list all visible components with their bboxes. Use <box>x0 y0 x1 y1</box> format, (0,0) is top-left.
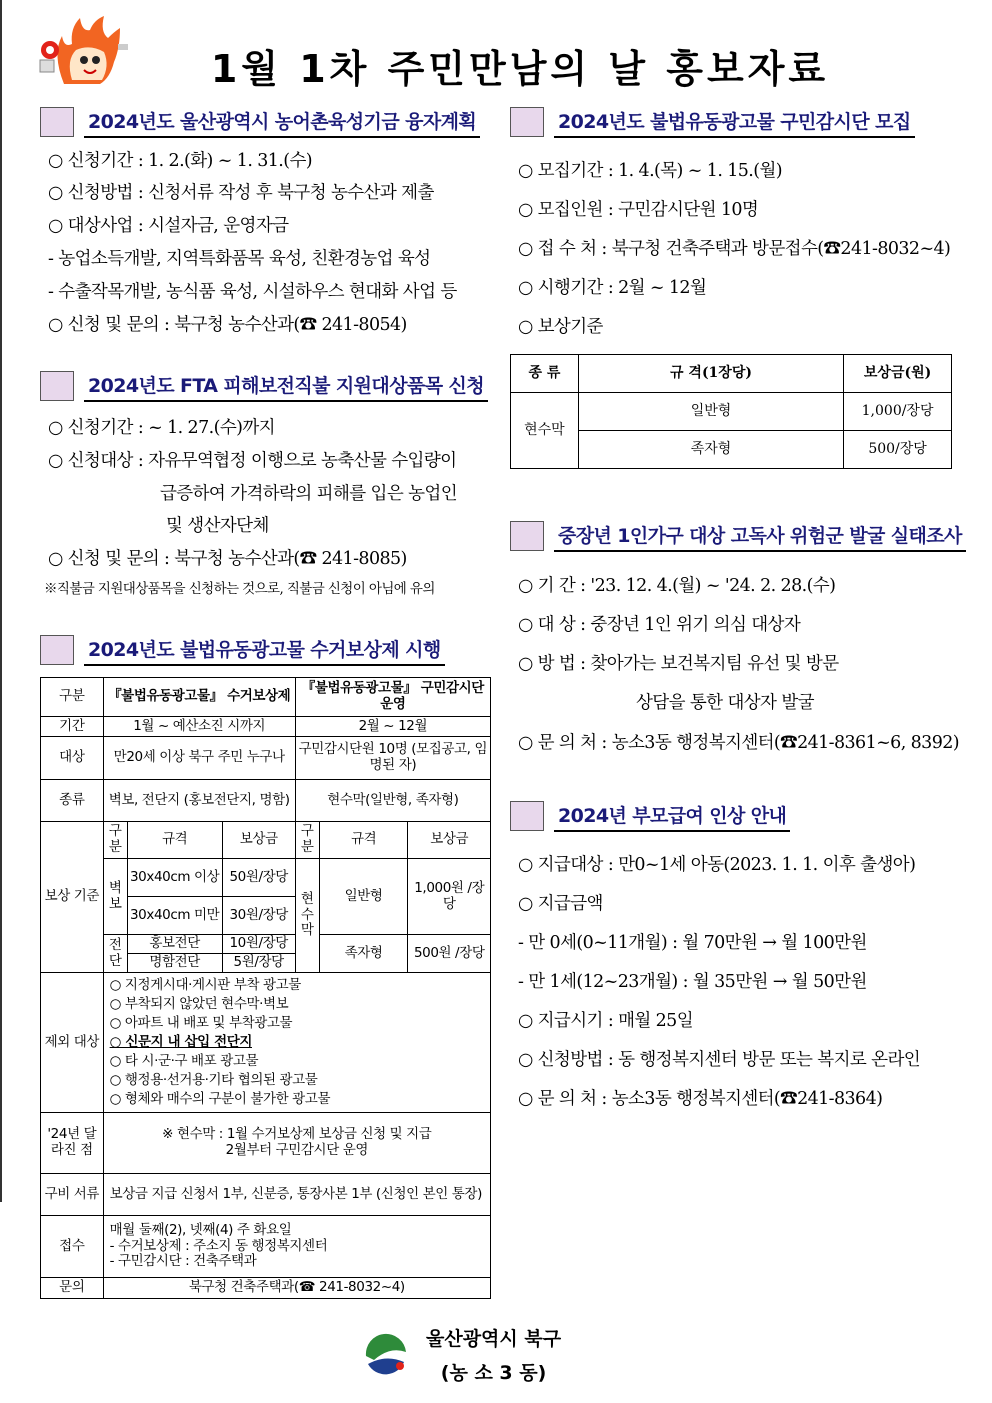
table-row <box>41 737 491 780</box>
table-row <box>41 717 491 737</box>
table-cell: 현수막 <box>295 859 319 973</box>
text-line: ○ 보상기준 <box>518 317 603 337</box>
section-title: 2024년도 FTA 피해보전직불 지원대상품목 신청 <box>84 371 488 402</box>
text-line: - 농업소득개발, 지역특화품목 육성, 친환경농업 육성 <box>48 249 431 269</box>
table-cell: 30원/장당 <box>222 897 295 935</box>
table-cell: 50원/장당 <box>222 859 295 897</box>
text-line: ○ 신청방법 : 동 행정복지센터 방문 또는 복지로 온라인 <box>518 1050 921 1070</box>
table-cell: 홍보전단 <box>127 935 222 954</box>
list-item: ○ 형체와 매수의 구분이 불가한 광고물 <box>109 1091 331 1107</box>
heading-marker <box>40 635 74 665</box>
text-line: ○ 신청 및 문의 : 북구청 농수산과(☎ 241-8085) <box>48 549 407 569</box>
section-heading-lonely-death-survey <box>510 520 966 552</box>
table-cell: 1,000/장당 <box>844 393 952 431</box>
change-line: ※ 현수막 : 1월 수거보상제 보상금 신청 및 지급 <box>162 1126 432 1143</box>
table-row <box>511 355 952 393</box>
table-cell: 현수막 <box>511 393 579 469</box>
text-line: ○ 문 의 처 : 농소3동 행정복지센터(☎241-8364) <box>518 1089 883 1109</box>
table-row <box>41 859 491 897</box>
table-cell: 규격 <box>319 822 408 859</box>
table-row <box>41 1278 491 1299</box>
text-line: ○ 모집인원 : 구민감시단원 10명 <box>518 200 759 220</box>
table-cell: 일반형 <box>578 393 843 431</box>
reward-standard-table <box>510 354 952 469</box>
receipt-line: - 수거보상제 : 주소지 동 행정복지센터 <box>109 1237 328 1254</box>
list-item: ○ 지정게시대·게시판 부착 광고물 <box>109 977 301 993</box>
table-cell: 전단 <box>103 935 127 973</box>
table-cell: 기간 <box>41 717 104 737</box>
list-item: ○ 아파트 내 배포 및 부착광고물 <box>109 1015 293 1031</box>
table-cell: 구분 <box>41 678 104 717</box>
footer-text <box>426 1322 561 1390</box>
collection-reward-table <box>40 677 491 1299</box>
text-line: ○ 지급대상 : 만0~1세 아동(2023. 1. 1. 이후 출생아) <box>518 855 916 875</box>
table-header: 『불법유동광고물』 수거보상제 <box>103 678 295 717</box>
table-cell: 30x40cm 미만 <box>127 897 222 935</box>
table-row <box>41 678 491 717</box>
table-cell <box>103 1216 490 1278</box>
table-cell: 구분 <box>295 822 319 859</box>
table-row <box>41 1113 491 1174</box>
table-cell: 구비 서류 <box>41 1174 104 1216</box>
text-line: 및 생산자단체 <box>166 516 269 536</box>
section-heading-collection-reward <box>40 634 445 666</box>
section-title: 중장년 1인가구 대상 고독사 위험군 발굴 실태조사 <box>554 521 966 552</box>
table-cell: 북구청 건축주택과(☎ 241-8032~4) <box>103 1278 490 1299</box>
section-title: 2024년도 울산광역시 농어촌육성기금 융자계획 <box>84 107 480 138</box>
text-line: ○ 신청방법 : 신청서류 작성 후 북구청 농수산과 제출 <box>48 183 434 203</box>
footer-dept: (농 소 3 동) <box>440 1362 547 1384</box>
heading-marker <box>510 521 544 551</box>
table-cell: 구민감시단원 10명 (모집공고, 임명된 자) <box>295 737 490 780</box>
table-cell: 보상금 지급 신청서 1부, 신분증, 통장사본 1부 (신청인 본인 통장) <box>103 1174 490 1216</box>
table-cell: 대상 <box>41 737 104 780</box>
table-cell: 규격 <box>127 822 222 859</box>
text-line: 상담을 통한 대상자 발굴 <box>636 693 814 713</box>
table-header: 종 류 <box>511 355 579 393</box>
table-cell: 2월 ~ 12월 <box>295 717 490 737</box>
section-title: 2024년 부모급여 인상 안내 <box>554 801 790 832</box>
text-line: - 만 1세(12~23개월) : 월 35만원 → 월 50만원 <box>518 972 867 992</box>
table-cell: 제외 대상 <box>41 973 104 1113</box>
table-header: 보상금(원) <box>844 355 952 393</box>
text-line: 급증하여 가격하락의 피해를 입은 농업인 <box>160 484 458 504</box>
table-cell: 족자형 <box>319 935 408 973</box>
bukgu-logo-icon <box>360 1330 412 1382</box>
section-heading-monitoring-team <box>510 106 915 138</box>
column-divider <box>0 0 2 1202</box>
heading-marker <box>510 801 544 831</box>
table-cell: '24년 달라진 점 <box>41 1113 104 1174</box>
table-header: 규 격(1장당) <box>578 355 843 393</box>
table-cell: 500/장당 <box>844 431 952 469</box>
table-cell: 보상 기준 <box>41 822 104 973</box>
text-line: ○ 대상사업 : 시설자금, 운영자금 <box>48 216 289 236</box>
exclusion-list <box>103 973 490 1113</box>
list-item: ○ 신문지 내 삽입 전단지 <box>109 1034 252 1050</box>
footer-org: 울산광역시 북구 <box>426 1328 562 1350</box>
text-line: ○ 신청대상 : 자유무역협정 이행으로 농축산물 수입량이 <box>48 451 457 471</box>
table-cell: 500원 /장당 <box>408 935 491 973</box>
table-cell: 종류 <box>41 780 104 822</box>
table-cell: 10원/장당 <box>222 935 295 954</box>
table-row <box>41 935 491 954</box>
text-line: - 수출작목개발, 농식품 육성, 시설하우스 현대화 사업 등 <box>48 282 457 302</box>
receipt-line: 매월 둘째(2), 넷째(4) 주 화요일 <box>109 1222 292 1239</box>
section-heading-parent-benefit <box>510 800 790 832</box>
text-line: ○ 시행기간 : 2월 ~ 12월 <box>518 278 707 298</box>
table-cell: 문의 <box>41 1278 104 1299</box>
text-line: ○ 지급시기 : 매월 25일 <box>518 1011 694 1031</box>
text-line: ○ 신청 및 문의 : 북구청 농수산과(☎ 241-8054) <box>48 315 407 335</box>
section-heading-fund-loan <box>40 106 480 138</box>
table-cell: 벽보 <box>103 859 127 935</box>
text-line: ○ 문 의 처 : 농소3동 행정복지센터(☎241-8361~6, 8392) <box>518 733 960 753</box>
text-line: ○ 신청기간 : ~ 1. 27.(수)까지 <box>48 418 275 438</box>
heading-marker <box>40 371 74 401</box>
list-item: ○ 행정용·선거용·기타 협의된 광고물 <box>109 1072 318 1088</box>
text-line: ○ 기 간 : '23. 12. 4.(월) ~ '24. 2. 28.(수) <box>518 576 836 596</box>
text-line: ○ 방 법 : 찾아가는 보건복지팀 유선 및 방문 <box>518 654 839 674</box>
change-line: 2월부터 구민감시단 운영 <box>225 1142 369 1158</box>
table-row <box>511 393 952 431</box>
table-cell: 벽보, 전단지 (홍보전단지, 명함) <box>103 780 295 822</box>
heading-marker <box>510 107 544 137</box>
text-line: - 만 0세(0~11개월) : 월 70만원 → 월 100만원 <box>518 933 867 953</box>
list-item: ○ 타 시·군·구 배포 광고물 <box>109 1053 259 1069</box>
table-row <box>41 780 491 822</box>
page-title: 1월 1차 주민만남의 날 홍보자료 <box>210 47 830 91</box>
heading-marker <box>40 107 74 137</box>
list-item: ○ 부착되지 않았던 현수막·벽보 <box>109 996 289 1012</box>
text-line: ○ 모집기간 : 1. 4.(목) ~ 1. 15.(월) <box>518 161 783 181</box>
section-title: 2024년도 불법유동광고물 수거보상제 시행 <box>84 635 445 666</box>
table-cell: 일반형 <box>319 859 408 935</box>
table-cell: 보상금 <box>222 822 295 859</box>
table-cell: 명함전단 <box>127 954 222 973</box>
table-cell: 30x40cm 이상 <box>127 859 222 897</box>
table-row <box>41 973 491 1113</box>
text-line: ○ 대 상 : 중장년 1인 위기 의심 대상자 <box>518 615 801 635</box>
table-cell: 만20세 이상 북구 주민 누구나 <box>103 737 295 780</box>
table-cell: 족자형 <box>578 431 843 469</box>
footer <box>360 1322 561 1390</box>
table-cell <box>103 1113 490 1174</box>
table-cell: 보상금 <box>408 822 491 859</box>
table-cell: 5원/장당 <box>222 954 295 973</box>
note-text: ※직불금 지원대상품목을 신청하는 것으로, 직불금 신청이 아님에 유의 <box>44 581 435 597</box>
text-line: ○ 지급금액 <box>518 894 603 914</box>
text-line: ○ 접 수 처 : 북구청 건축주택과 방문접수(☎241-8032~4) <box>518 239 951 259</box>
receipt-line: - 구민감시단 : 건축주택과 <box>109 1253 257 1270</box>
section-heading-fta <box>40 370 488 402</box>
table-cell: 1월 ~ 예산소진 시까지 <box>103 717 295 737</box>
table-cell: 현수막(일반형, 족자형) <box>295 780 490 822</box>
table-row <box>41 1216 491 1278</box>
table-cell: 구분 <box>103 822 127 859</box>
table-cell: 1,000원 /장당 <box>408 859 491 935</box>
table-cell: 접수 <box>41 1216 104 1278</box>
table-row <box>41 822 491 859</box>
table-header: 『불법유동광고물』 구민감시단 운영 <box>295 678 490 717</box>
table-row <box>41 1174 491 1216</box>
text-line: ○ 신청기간 : 1. 2.(화) ~ 1. 31.(수) <box>48 151 313 171</box>
section-title: 2024년도 불법유동광고물 구민감시단 모집 <box>554 107 915 138</box>
